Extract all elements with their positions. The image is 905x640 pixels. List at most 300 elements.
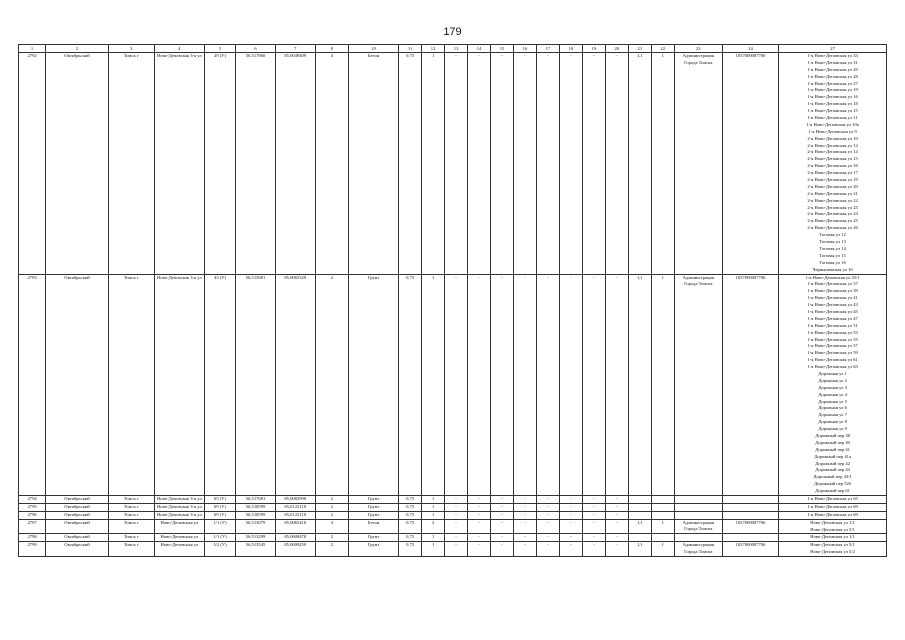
cell-c16: - bbox=[513, 53, 536, 275]
cell-c17: - bbox=[536, 534, 559, 542]
cell-ogrn: 1037000087706 bbox=[722, 274, 778, 496]
cell-street: Ново-Деповская ул bbox=[154, 534, 204, 542]
address-item: 1-я Ново-Деповская ул 39 bbox=[807, 288, 858, 294]
cell-c13: - bbox=[445, 542, 468, 557]
cell-c16: - bbox=[513, 534, 536, 542]
address-item: 1-я Ново-Деповская ул 41 bbox=[807, 295, 858, 301]
address-item: 1-я Ново-Деповская ул 45 bbox=[807, 308, 858, 314]
cell-c14: - bbox=[468, 496, 491, 504]
table-row bbox=[19, 534, 887, 542]
cell-owner: Администрация Города Томска bbox=[674, 519, 722, 534]
address-item: Тоговая ул 12 bbox=[819, 232, 846, 238]
cell-c12: 2 bbox=[422, 519, 445, 534]
address-item: Дорожная ул 3 bbox=[818, 384, 847, 390]
address-item: Дорожная ул 7 bbox=[818, 412, 847, 418]
cell-c14: - bbox=[468, 511, 491, 519]
cell-lanes: 4 bbox=[315, 53, 348, 275]
cell-lanes: 2 bbox=[315, 503, 348, 511]
cell-number: 1/1 (У) bbox=[204, 519, 235, 534]
address-item: Тоговая ул 16 bbox=[819, 259, 846, 265]
cell-c11: 0,75 bbox=[399, 534, 422, 542]
cell-c13: - bbox=[445, 53, 468, 275]
address-item: 1-я Ново-Деповская ул 33 bbox=[807, 53, 858, 58]
cell-c12: 1 bbox=[422, 274, 445, 496]
cell-street: Ново-Деповская 3-я ул bbox=[154, 503, 204, 511]
cell-c12: 1 bbox=[422, 53, 445, 275]
cell-c19: - bbox=[582, 53, 605, 275]
cell-street: Ново-Деповская 3-я ул bbox=[154, 274, 204, 496]
cell-c21 bbox=[628, 503, 651, 511]
cell-c15: - bbox=[491, 53, 514, 275]
cell-district: Октябрьский bbox=[46, 503, 109, 511]
cell-city: Томск г bbox=[108, 542, 154, 557]
cell-lanes: 2 bbox=[315, 511, 348, 519]
cell-lanes: 2 bbox=[315, 542, 348, 557]
cell-district: Октябрьский bbox=[46, 274, 109, 496]
table-row bbox=[19, 53, 887, 275]
address-item: 2-я Ново-Деповская ул 26 bbox=[807, 225, 858, 231]
cell-number: 69 (У) bbox=[204, 503, 235, 511]
cell-c18: - bbox=[559, 496, 582, 504]
page-number: 179 bbox=[443, 26, 462, 38]
address-item: Ново-Деповская ул 5/1 bbox=[810, 526, 855, 532]
cell-addresses bbox=[779, 496, 887, 504]
cell-c13: - bbox=[445, 511, 468, 519]
cell-lat: 56,515681 bbox=[236, 274, 276, 496]
address-item: Дорожный пер 52б bbox=[814, 481, 852, 487]
address-item: Дорожная ул 6 bbox=[818, 405, 847, 411]
cell-surface: Грунт bbox=[349, 542, 399, 557]
cell-lon: 85,0122110 bbox=[275, 503, 315, 511]
cell-c20: - bbox=[605, 503, 628, 511]
cell-c15: - bbox=[491, 519, 514, 534]
cell-c20: - bbox=[605, 53, 628, 275]
cell-city: Томск г bbox=[108, 511, 154, 519]
address-item: 1-я Ново-Деповская ул 51 bbox=[807, 322, 858, 328]
cell-id: 2794 bbox=[19, 496, 46, 504]
cell-c12: 1 bbox=[422, 511, 445, 519]
cell-c22: 1 bbox=[651, 53, 674, 275]
cell-district: Октябрьский bbox=[46, 542, 109, 557]
address-item: Дорожный пер 38 bbox=[815, 432, 850, 438]
column-header: 6 bbox=[236, 45, 276, 53]
cell-c21: 1,1 bbox=[628, 542, 651, 557]
column-header: 18 bbox=[559, 45, 582, 53]
address-item: 2-я Ново-Деповская ул 12 bbox=[807, 142, 858, 148]
address-item: 1-я Ново-Деповская ул 11 bbox=[807, 115, 858, 121]
column-header: 23 bbox=[674, 45, 722, 53]
address-item: Дорожный пер 41 bbox=[815, 446, 850, 452]
cell-c17: - bbox=[536, 274, 559, 496]
table-row bbox=[19, 511, 887, 519]
cell-c16: - bbox=[513, 511, 536, 519]
cell-addresses bbox=[779, 534, 887, 542]
address-item: 2-я Ново-Деповская ул 17 bbox=[807, 170, 858, 176]
cell-c17: - bbox=[536, 511, 559, 519]
column-header: 3 bbox=[108, 45, 154, 53]
cell-c15: - bbox=[491, 274, 514, 496]
cell-c22 bbox=[651, 503, 674, 511]
cell-street: Ново-Деповская 3-я ул bbox=[154, 53, 204, 275]
address-item: Дорожный пер 40 bbox=[815, 439, 850, 445]
column-header: 5 bbox=[204, 45, 235, 53]
cell-c22 bbox=[651, 534, 674, 542]
column-header: 1 bbox=[19, 45, 46, 53]
cell-c14: - bbox=[468, 503, 491, 511]
cell-addresses bbox=[779, 519, 887, 534]
cell-lat: 56,518599 bbox=[236, 503, 276, 511]
column-header: 12 bbox=[422, 45, 445, 53]
cell-surface: Грунт bbox=[349, 503, 399, 511]
cell-id: 2793 bbox=[19, 274, 46, 496]
cell-surface: Бетон bbox=[349, 519, 399, 534]
cell-street: Ново-Деповская ул bbox=[154, 542, 204, 557]
address-item: Дорожная ул 9 bbox=[818, 426, 847, 432]
address-item: Дорожная ул 1 bbox=[818, 370, 847, 376]
cell-c19: - bbox=[582, 511, 605, 519]
cell-id: 2799 bbox=[19, 542, 46, 557]
cell-c13: - bbox=[445, 503, 468, 511]
cell-c21: 1,1 bbox=[628, 274, 651, 496]
column-header: 14 bbox=[468, 45, 491, 53]
cell-lon: 85,0049409 bbox=[275, 53, 315, 275]
cell-c21: 1,1 bbox=[628, 53, 651, 275]
address-item: Ново-Деповская ул 5/2 bbox=[810, 549, 855, 555]
cell-surface: Грунт bbox=[349, 496, 399, 504]
address-item: Тоговая ул 14 bbox=[819, 245, 846, 251]
address-item: Дорожная ул 4 bbox=[818, 391, 847, 397]
cell-c18: - bbox=[559, 519, 582, 534]
address-item: 2-я Ново-Деповская ул 10 bbox=[807, 135, 858, 141]
cell-c12: 1 bbox=[422, 542, 445, 557]
cell-c17: - bbox=[536, 496, 559, 504]
address-item: Дорожный пер 61 bbox=[815, 488, 850, 494]
address-item: 1-я Ново-Деповская ул 69 bbox=[807, 511, 858, 517]
cell-district: Октябрьский bbox=[46, 534, 109, 542]
address-item: 1-я Ново-Деповская ул 9 bbox=[808, 128, 857, 134]
address-item: Дорожная ул 5 bbox=[818, 398, 847, 404]
column-header: 16 bbox=[513, 45, 536, 53]
cell-c11: 0,75 bbox=[399, 503, 422, 511]
cell-id: 2798 bbox=[19, 534, 46, 542]
cell-c16: - bbox=[513, 496, 536, 504]
cell-id: 2792 bbox=[19, 53, 46, 275]
cell-c21 bbox=[628, 496, 651, 504]
cell-owner bbox=[674, 496, 722, 504]
cell-lon: 85,0082990 bbox=[275, 496, 315, 504]
cell-c11: 0,75 bbox=[399, 511, 422, 519]
cell-surface: Грунт bbox=[349, 534, 399, 542]
cell-number: 1/1 (У) bbox=[204, 534, 235, 542]
table-row bbox=[19, 503, 887, 511]
cell-ogrn bbox=[722, 511, 778, 519]
address-item: 2-я Ново-Деповская ул 22 bbox=[807, 197, 858, 203]
cell-c12: 1 bbox=[422, 503, 445, 511]
cell-c21: 1,1 bbox=[628, 519, 651, 534]
address-item: 2-я Ново-Деповская ул 25 bbox=[807, 218, 858, 224]
cell-city: Томск г bbox=[108, 519, 154, 534]
registry-table bbox=[18, 44, 887, 557]
cell-c22 bbox=[651, 511, 674, 519]
cell-lat: 56,513299 bbox=[236, 534, 276, 542]
address-item: Дорожная ул 8 bbox=[818, 419, 847, 425]
cell-lat: 56,518599 bbox=[236, 511, 276, 519]
address-item: 1-я Ново-Деповская ул 53 bbox=[807, 329, 858, 335]
cell-c21 bbox=[628, 534, 651, 542]
cell-c20: - bbox=[605, 519, 628, 534]
address-item: 1-я Ново-Деповская ул 10а bbox=[806, 121, 859, 127]
address-item: Дорожный пер 43/1 bbox=[813, 474, 852, 480]
column-header: 15 bbox=[491, 45, 514, 53]
address-item: 1-я Ново-Деповская ул 43 bbox=[807, 302, 858, 308]
address-item: Дорожный пер 42 bbox=[815, 460, 850, 466]
cell-c17: - bbox=[536, 53, 559, 275]
cell-lat: 56,517860 bbox=[236, 53, 276, 275]
cell-c11: 0,75 bbox=[399, 53, 422, 275]
cell-c17: - bbox=[536, 519, 559, 534]
cell-c14: - bbox=[468, 542, 491, 557]
cell-addresses bbox=[779, 542, 887, 557]
address-item: 1-я Ново-Деповская ул 55 bbox=[807, 336, 858, 342]
cell-c13: - bbox=[445, 534, 468, 542]
cell-owner: Администрация Города Томска bbox=[674, 53, 722, 275]
cell-c19: - bbox=[582, 542, 605, 557]
cell-c17: - bbox=[536, 542, 559, 557]
cell-number: 69 (У) bbox=[204, 511, 235, 519]
cell-ogrn: 1037000087706 bbox=[722, 53, 778, 275]
table-body bbox=[19, 53, 887, 557]
cell-lanes: 2 bbox=[315, 534, 348, 542]
cell-c19: - bbox=[582, 503, 605, 511]
cell-c20: - bbox=[605, 534, 628, 542]
cell-lat: 56,513079 bbox=[236, 519, 276, 534]
cell-surface: Бетон bbox=[349, 53, 399, 275]
address-item: Чернышевская ул 10 bbox=[812, 266, 853, 272]
cell-number: 5/2 (У) bbox=[204, 542, 235, 557]
cell-addresses bbox=[779, 274, 887, 496]
cell-c16: - bbox=[513, 274, 536, 496]
address-item: Тоговая ул 15 bbox=[819, 252, 846, 258]
cell-c14: - bbox=[468, 274, 491, 496]
cell-id: 2796 bbox=[19, 511, 46, 519]
address-item: 1-я Ново-Деповская ул 37 bbox=[807, 281, 858, 287]
cell-c20: - bbox=[605, 511, 628, 519]
address-item: Ново-Деповская ул 1/1 bbox=[810, 534, 855, 540]
cell-c15: - bbox=[491, 496, 514, 504]
cell-c11: 0,75 bbox=[399, 274, 422, 496]
cell-c18: - bbox=[559, 511, 582, 519]
cell-lon: 85,0065410 bbox=[275, 519, 315, 534]
column-header: 24 bbox=[722, 45, 778, 53]
cell-lon: 85,0608470 bbox=[275, 534, 315, 542]
cell-c15: - bbox=[491, 534, 514, 542]
cell-lon: 85,0065329 bbox=[275, 274, 315, 496]
address-item: Ново-Деповская ул 1/1 bbox=[810, 519, 855, 525]
cell-c18: - bbox=[559, 542, 582, 557]
cell-c22 bbox=[651, 496, 674, 504]
cell-owner: Администрация Города Томска bbox=[674, 542, 722, 557]
cell-id: 2797 bbox=[19, 519, 46, 534]
column-header: 10 bbox=[349, 45, 399, 53]
cell-lat: 56,513545 bbox=[236, 542, 276, 557]
cell-c12: 1 bbox=[422, 496, 445, 504]
cell-number: 65 (У) bbox=[204, 496, 235, 504]
cell-c12: 1 bbox=[422, 534, 445, 542]
address-item: 1-я Ново-Деповская ул 31 bbox=[807, 59, 858, 65]
address-item: Дорожный пер 43 bbox=[815, 467, 850, 473]
cell-lanes: 4 bbox=[315, 519, 348, 534]
address-item: 1-я Ново-Деповская ул 15 bbox=[807, 108, 858, 114]
cell-owner: Администрация Города Томска bbox=[674, 274, 722, 496]
address-item: 2-я Ново-Деповская ул 16 bbox=[807, 163, 858, 169]
address-item: 1-я Ново-Деповская ул 27 bbox=[807, 80, 858, 86]
cell-c14: - bbox=[468, 53, 491, 275]
address-item: 2-я Ново-Деповская ул 19 bbox=[807, 177, 858, 183]
cell-c18: - bbox=[559, 274, 582, 496]
cell-c11: 0,75 bbox=[399, 519, 422, 534]
address-item: Дорожный пер 41а bbox=[814, 453, 851, 459]
header-row bbox=[19, 45, 887, 53]
cell-lanes: 2 bbox=[315, 496, 348, 504]
cell-c21 bbox=[628, 511, 651, 519]
cell-lon: 85,0009259 bbox=[275, 542, 315, 557]
address-item: 1-я Ново-Деповская ул 69 bbox=[807, 503, 858, 509]
cell-c13: - bbox=[445, 496, 468, 504]
address-item: 2-я Ново-Деповская ул 14 bbox=[807, 149, 858, 155]
cell-owner bbox=[674, 503, 722, 511]
cell-c18: - bbox=[559, 53, 582, 275]
address-item: 1-я Ново-Деповская ул 18 bbox=[807, 101, 858, 107]
cell-c14: - bbox=[468, 534, 491, 542]
cell-city: Томск г bbox=[108, 534, 154, 542]
cell-c16: - bbox=[513, 519, 536, 534]
cell-c15: - bbox=[491, 503, 514, 511]
cell-city: Томск г bbox=[108, 503, 154, 511]
column-header: 4 bbox=[154, 45, 204, 53]
cell-lanes: 2 bbox=[315, 274, 348, 496]
address-item: 1-я Ново-Деповская ул 59 bbox=[807, 350, 858, 356]
cell-c22: 1 bbox=[651, 519, 674, 534]
cell-c19: - bbox=[582, 534, 605, 542]
cell-c16: - bbox=[513, 503, 536, 511]
cell-owner bbox=[674, 511, 722, 519]
cell-ogrn bbox=[722, 534, 778, 542]
cell-c19: - bbox=[582, 274, 605, 496]
table-row bbox=[19, 274, 887, 496]
cell-c20: - bbox=[605, 542, 628, 557]
column-header: 2 bbox=[46, 45, 109, 53]
address-item: 1-я Ново-Деповская ул 57 bbox=[807, 343, 858, 349]
column-header: 11 bbox=[399, 45, 422, 53]
address-item: 2-я Ново-Деповская ул 23 bbox=[807, 204, 858, 210]
table-row bbox=[19, 542, 887, 557]
cell-c13: - bbox=[445, 519, 468, 534]
cell-c22: 1 bbox=[651, 542, 674, 557]
address-item: 2-я Ново-Деповская ул 20 bbox=[807, 183, 858, 189]
cell-id: 2795 bbox=[19, 503, 46, 511]
cell-c20: - bbox=[605, 496, 628, 504]
cell-c11: 0,75 bbox=[399, 542, 422, 557]
address-item: 2-я Ново-Деповская ул 15 bbox=[807, 156, 858, 162]
column-header: 21 bbox=[628, 45, 651, 53]
cell-c19: - bbox=[582, 496, 605, 504]
address-item: Ново-Деповская ул 5/1 bbox=[810, 542, 855, 548]
cell-addresses bbox=[779, 503, 887, 511]
cell-c19: - bbox=[582, 519, 605, 534]
address-item: 1-я Ново-Деповская ул 47 bbox=[807, 315, 858, 321]
address-item: 1-я Ново-Деповская ул 35/1 bbox=[805, 274, 860, 280]
cell-c22: 1 bbox=[651, 274, 674, 496]
address-item: 1-я Ново-Деповская ул 28 bbox=[807, 73, 858, 79]
cell-c11: 0,75 bbox=[399, 496, 422, 504]
cell-ogrn bbox=[722, 503, 778, 511]
address-item: Дорожная ул 2 bbox=[818, 377, 847, 383]
cell-city: Томск г bbox=[108, 53, 154, 275]
cell-district: Октябрьский bbox=[46, 53, 109, 275]
address-item: 1-я Ново-Деповская ул 16 bbox=[807, 94, 858, 100]
column-header: 13 bbox=[445, 45, 468, 53]
address-item: Тоговая ул 13 bbox=[819, 239, 846, 245]
address-item: 1-я Ново-Деповская ул 63 bbox=[807, 364, 858, 370]
cell-addresses bbox=[779, 53, 887, 275]
column-header: 27 bbox=[779, 45, 887, 53]
cell-city: Томск г bbox=[108, 274, 154, 496]
address-item: 1-я Ново-Деповская ул 19 bbox=[807, 87, 858, 93]
cell-owner bbox=[674, 534, 722, 542]
column-header: 17 bbox=[536, 45, 559, 53]
cell-c20: - bbox=[605, 274, 628, 496]
address-item: 1-я Ново-Деповская ул 29 bbox=[807, 66, 858, 72]
cell-c18: - bbox=[559, 534, 582, 542]
column-header: 22 bbox=[651, 45, 674, 53]
cell-district: Октябрьский bbox=[46, 496, 109, 504]
column-header: 20 bbox=[605, 45, 628, 53]
cell-street: Ново-Деповская 3-я ул bbox=[154, 511, 204, 519]
cell-lat: 56,517681 bbox=[236, 496, 276, 504]
cell-district: Октябрьский bbox=[46, 519, 109, 534]
column-header: 19 bbox=[582, 45, 605, 53]
cell-c15: - bbox=[491, 511, 514, 519]
cell-city: Томск г bbox=[108, 496, 154, 504]
cell-addresses bbox=[779, 511, 887, 519]
cell-ogrn: 1037000087706 bbox=[722, 542, 778, 557]
cell-surface: Грунт bbox=[349, 274, 399, 496]
address-item: 2-я Ново-Деповская ул 21 bbox=[807, 190, 858, 196]
cell-number: 43 (У) bbox=[204, 274, 235, 496]
cell-ogrn bbox=[722, 496, 778, 504]
cell-c16: - bbox=[513, 542, 536, 557]
cell-street: Ново-Деповская 3-я ул bbox=[154, 496, 204, 504]
cell-street: Ново-Деповская ул bbox=[154, 519, 204, 534]
table-row bbox=[19, 519, 887, 534]
column-header: 7 bbox=[275, 45, 315, 53]
cell-district: Октябрьский bbox=[46, 511, 109, 519]
cell-c13: - bbox=[445, 274, 468, 496]
cell-c14: - bbox=[468, 519, 491, 534]
cell-c18: - bbox=[559, 503, 582, 511]
cell-surface: Грунт bbox=[349, 511, 399, 519]
table-row bbox=[19, 496, 887, 504]
cell-c17: - bbox=[536, 503, 559, 511]
cell-ogrn: 1037000087706 bbox=[722, 519, 778, 534]
address-item: 2-я Ново-Деповская ул 24 bbox=[807, 211, 858, 217]
cell-number: 29 (У) bbox=[204, 53, 235, 275]
cell-c15: - bbox=[491, 542, 514, 557]
cell-lon: 85,0122110 bbox=[275, 511, 315, 519]
column-header: 8 bbox=[315, 45, 348, 53]
address-item: 1-я Ново-Деповская ул 61 bbox=[807, 357, 858, 363]
address-item: 1-я Ново-Деповская ул 65 bbox=[807, 496, 858, 501]
